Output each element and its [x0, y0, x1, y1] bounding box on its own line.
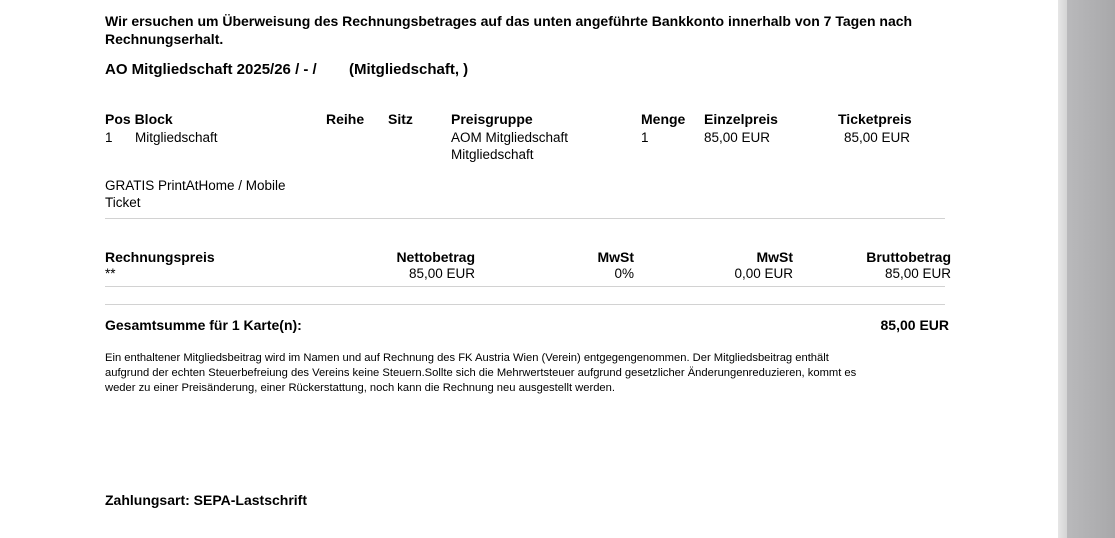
header-reihe: Reihe [326, 111, 365, 127]
row-preisgruppe-line2: Mitgliedschaft [451, 147, 534, 162]
row-menge: 1 [641, 130, 649, 145]
header-pos-block: Pos Block [105, 111, 173, 127]
header-bruttobetrag: Bruttobetrag [866, 249, 951, 265]
header-rechnungspreis: Rechnungspreis [105, 249, 215, 265]
summary-mwst-rate: 0% [614, 266, 634, 281]
payment-notice-line2: Rechnungserhalt. [105, 31, 224, 47]
header-mwst-rate: MwSt [597, 249, 634, 265]
row-block: Mitgliedschaft [135, 130, 218, 145]
row-einzelpreis: 85,00 EUR [704, 130, 771, 145]
row-pos: 1 [105, 130, 113, 145]
ticket-type-line1: GRATIS PrintAtHome / Mobile [105, 178, 286, 193]
header-menge: Menge [641, 111, 686, 127]
payment-notice-line1: Wir ersuchen um Überweisung des Rechnungsbetrages auf das unten angeführte Bankkonto innerhalb von 7 Tagen nach [105, 13, 913, 29]
summary-nettobetrag: 85,00 EUR [408, 266, 475, 281]
payment-method: Zahlungsart: SEPA-Lastschrift [105, 492, 307, 508]
header-sitz: Sitz [388, 111, 413, 127]
ticket-type-line2: Ticket [105, 195, 141, 210]
row-preisgruppe-line1: AOM Mitgliedschaft [451, 130, 569, 145]
total-label: Gesamtsumme für 1 Karte(n): [105, 317, 302, 333]
divider [105, 304, 945, 305]
header-mwst-amount: MwSt [756, 249, 793, 265]
header-preisgruppe: Preisgruppe [451, 111, 533, 127]
summary-marker: ** [105, 266, 116, 281]
header-nettobetrag: Nettobetrag [396, 249, 475, 265]
page-edge [1058, 0, 1067, 538]
total-value: 85,00 EUR [880, 317, 949, 333]
disclaimer-line3: weder zu einer Preisänderung, einer Rückerstattung, noch kann die Rechnung neu ausgestellt werden. [105, 382, 615, 394]
header-einzelpreis: Einzelpreis [704, 111, 778, 127]
viewer-gutter [1067, 0, 1115, 538]
disclaimer-line2: aufgrund der echten Steuerbefreiung des Vereins keine Steuern.Sollte sich die Mehrwertsteuer aufgrund gesetzlicher Änderungenreduzieren, kommt es [105, 367, 857, 379]
divider [105, 218, 945, 219]
summary-mwst-amount: 0,00 EUR [734, 266, 793, 281]
event-detail: (Mitgliedschaft, ) [349, 61, 469, 78]
row-ticketpreis: 85,00 EUR [844, 130, 911, 145]
header-ticketpreis: Ticketpreis [838, 111, 912, 127]
divider [105, 286, 945, 287]
disclaimer-line1: Ein enthaltener Mitgliedsbeitrag wird im Namen und auf Rechnung des FK Austria Wien (Verein) entgegengenommen. Der Mitgliedsbeitrag enthält [105, 352, 829, 364]
event-name: AO Mitgliedschaft 2025/26 / - / [105, 61, 317, 78]
summary-bruttobetrag: 85,00 EUR [884, 266, 951, 281]
